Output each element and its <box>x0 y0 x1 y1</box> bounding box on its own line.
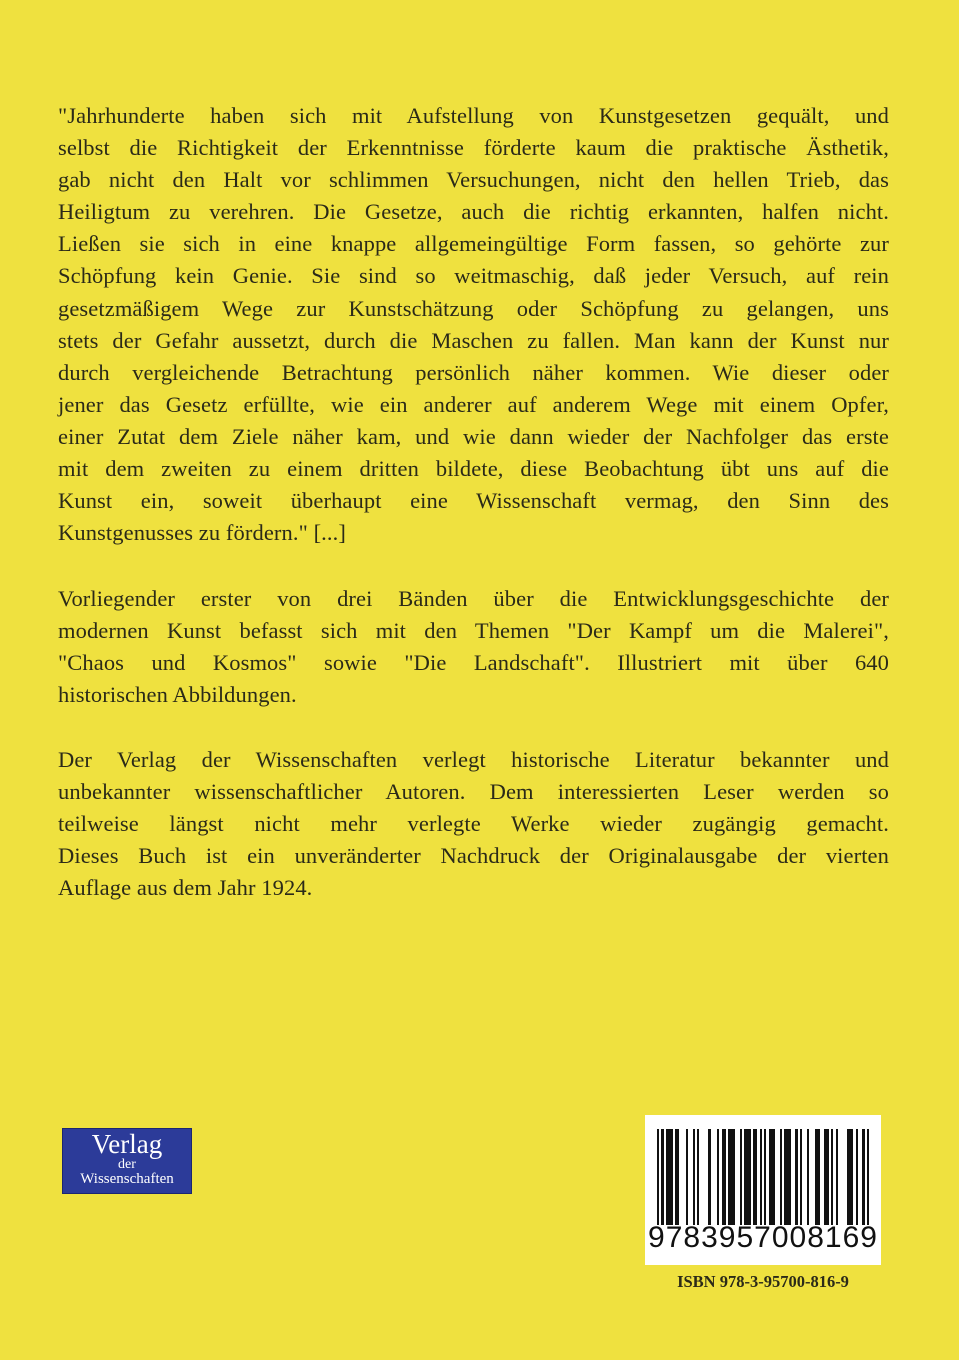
barcode-bar <box>717 1129 719 1225</box>
text-line: Der Verlag der Wissenschaften verlegt historische Literatur bekannter und <box>58 747 889 772</box>
book-description-paragraph <box>58 583 889 711</box>
barcode-bar <box>657 1129 659 1225</box>
barcode-bars <box>657 1129 869 1225</box>
text-line: stets der Gefahr aussetzt, durch die Maschen zu fallen. Man kann der Kunst nur <box>58 327 889 353</box>
barcode-bar <box>728 1129 735 1225</box>
barcode-bar <box>666 1129 673 1225</box>
barcode-bar <box>769 1129 776 1225</box>
barcode-bar <box>764 1129 766 1225</box>
barcode-bar <box>795 1129 797 1225</box>
text-line: Kunstgenusses zu fördern." [...] <box>58 520 346 546</box>
barcode-bar <box>760 1129 762 1225</box>
text-line: unbekannter wissenschaftlicher Autoren. Dem interessierten Leser werden so <box>58 779 889 805</box>
text-line: gesetzmäßigem Wege zur Kunstschätzung oder Schöpfung zu gelangen, uns <box>58 295 889 321</box>
barcode-bar <box>686 1129 688 1225</box>
barcode-bar <box>836 1129 838 1225</box>
barcode-number: 9783957008169 <box>648 1221 878 1254</box>
barcode-bar <box>722 1129 726 1225</box>
barcode-bar <box>847 1129 854 1225</box>
text-line: jener das Gesetz erfüllte, wie ein anderer auf anderem Wege mit einem Opfer, <box>58 391 889 417</box>
barcode-bar <box>693 1129 695 1225</box>
barcode-bar <box>824 1129 828 1225</box>
barcode-bar <box>800 1129 802 1225</box>
text-line: Heiligtum zu verehren. Die Gesetze, auch die richtig erkannten, halfen nicht. <box>58 199 889 225</box>
blurb-quote-paragraph <box>58 100 889 549</box>
text-line: Schöpfung kein Genie. Sie sind so weitmaschig, daß jeder Versuch, auf rein <box>58 263 889 289</box>
barcode-bar <box>780 1129 782 1225</box>
text-line: mit dem zweiten zu einem dritten bildete, diese Beobachtung übt uns auf die <box>58 456 889 482</box>
text-line: "Chaos und Kosmos" sowie "Die Landschaft". Illustriert mit über 640 <box>58 650 889 676</box>
publisher-info-paragraph <box>58 744 889 904</box>
barcode-bar <box>862 1129 864 1225</box>
logo-line-3: Wissenschaften <box>80 1171 174 1187</box>
text-line: gab nicht den Halt vor schlimmen Versuchungen, nicht den hellen Trieb, das <box>58 167 889 193</box>
text-line: selbst die Richtigkeit der Erkenntnisse förderte kaum die praktische Ästhetik, <box>58 135 889 161</box>
barcode-bar <box>807 1129 809 1225</box>
barcode-bar <box>856 1129 858 1225</box>
text-line: Auflage aus dem Jahr 1924. <box>58 875 313 901</box>
text-line: durch vergleichende Betrachtung persönlich näher kommen. Wie dieser oder <box>58 359 889 385</box>
text-line: teilweise längst nicht mehr verlegte Werke wieder zugängig gemacht. <box>58 811 889 837</box>
text-line: Vorliegender erster von drei Bänden über die Entwicklungsgeschichte der <box>58 586 889 611</box>
barcode-bar <box>867 1129 869 1225</box>
text-line: Ließen sie sich in eine knappe allgemeingültige Form fassen, so gehörte zur <box>58 231 889 257</box>
logo-line-2: der <box>118 1157 136 1172</box>
barcode-bar <box>697 1129 699 1225</box>
publisher-logo <box>62 1128 192 1194</box>
barcode-bar <box>740 1129 742 1225</box>
barcode-bar <box>675 1129 679 1225</box>
isbn-label: ISBN 978-3-95700-816-9 <box>677 1272 849 1291</box>
text-line: "Jahrhunderte haben sich mit Aufstellung von Kunstgesetzen gequält, und <box>58 103 889 128</box>
text-line: einer Zutat dem Ziele näher kam, und wie dann wieder der Nachfolger das erste <box>58 423 889 449</box>
barcode-bar <box>708 1129 710 1225</box>
text-line: Kunst ein, soweit überhaupt eine Wissenschaft vermag, den Sinn des <box>58 488 889 514</box>
barcode-bar <box>744 1129 751 1225</box>
text-line: modernen Kunst befasst sich mit den Themen "Der Kampf um die Malerei", <box>58 618 889 644</box>
barcode-bar <box>831 1129 833 1225</box>
barcode-bar <box>753 1129 757 1225</box>
barcode-bar <box>815 1129 819 1225</box>
barcode-bar <box>661 1129 663 1225</box>
logo-line-1: Verlag <box>91 1129 163 1159</box>
barcode-bar <box>784 1129 791 1225</box>
text-line: Dieses Buch ist ein unveränderter Nachdruck der Originalausgabe der vierten <box>58 843 889 869</box>
isbn-barcode <box>645 1115 881 1265</box>
text-line: historischen Abbildungen. <box>58 682 297 708</box>
